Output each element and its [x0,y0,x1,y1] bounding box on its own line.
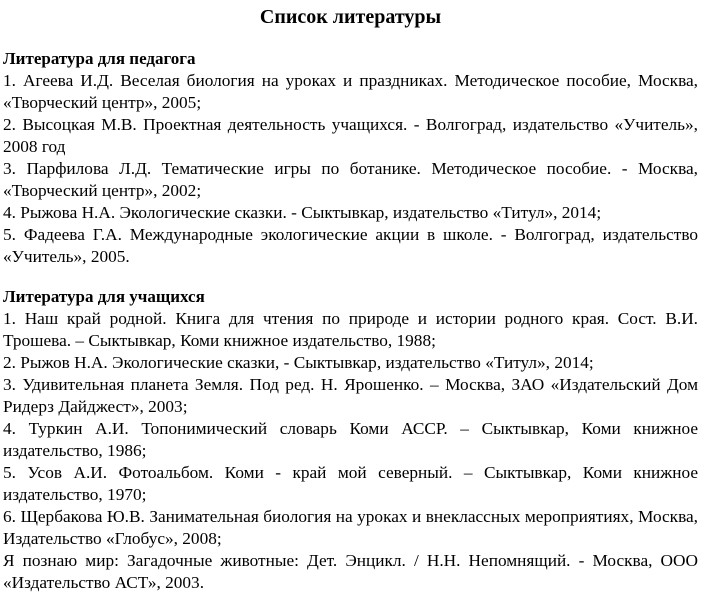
page-title: Список литературы [259,6,442,28]
list-item: 5. Усов А.И. Фотоальбом. Коми - край мой северный. – Сыктывкар, Коми книжное издательство, 1970; [3,463,698,504]
list-item: 6. Щербакова Ю.В. Занимательная биология на уроках и внеклассных мероприятиях, Москва, Издательство «Глобус», 2008; [3,507,698,548]
list-item: 5. Фадеева Г.А. Международные экологические акции в школе. - Волгоград, издательство «Учитель», 2005. [3,225,698,266]
list-item: 1. Агеева И.Д. Веселая биология на уроках и праздниках. Методическое пособие, Москва, «Творческий центр», 2005; [3,71,698,112]
list-item: 2. Рыжов Н.А. Экологические сказки, - Сыктывкар, издательство «Титул», 2014; [3,353,594,372]
list-item: 4. Туркин А.И. Топонимический словарь Коми АССР. – Сыктывкар, Коми книжное издательство, 1986; [3,419,698,460]
list-item: 3. Парфилова Л.Д. Тематические игры по ботанике. Методическое пособие. - Москва, «Творческий центр», 2002; [3,159,698,200]
section-heading: Литература для учащихся [3,287,205,306]
list-item: 2. Высоцкая М.В. Проектная деятельность учащихся. - Волгоград, издательство «Учитель», 2008 год [3,115,698,156]
section-heading: Литература для педагога [3,49,196,68]
list-item: 4. Рыжова Н.А. Экологические сказки. - Сыктывкар, издательство «Титул», 2014; [3,203,602,222]
list-item: Я познаю мир: Загадочные животные: Дет. Энцикл. / Н.Н. Непомнящий. - Москва, ООО «Издательство АСТ», 2003. [3,551,698,592]
list-item: 1. Наш край родной. Книга для чтения по природе и истории родного края. Сост. В.И. Трошева. – Сыктывкар, Коми книжное издательство, 1988; [3,309,698,350]
section-teacher-literature [3,48,698,268]
list-item: 3. Удивительная планета Земля. Под ред. Н. Ярошенко. – Москва, ЗАО «Издательский Дом Ридерз Дайджест», 2003; [3,375,698,416]
section-student-literature [3,286,698,594]
